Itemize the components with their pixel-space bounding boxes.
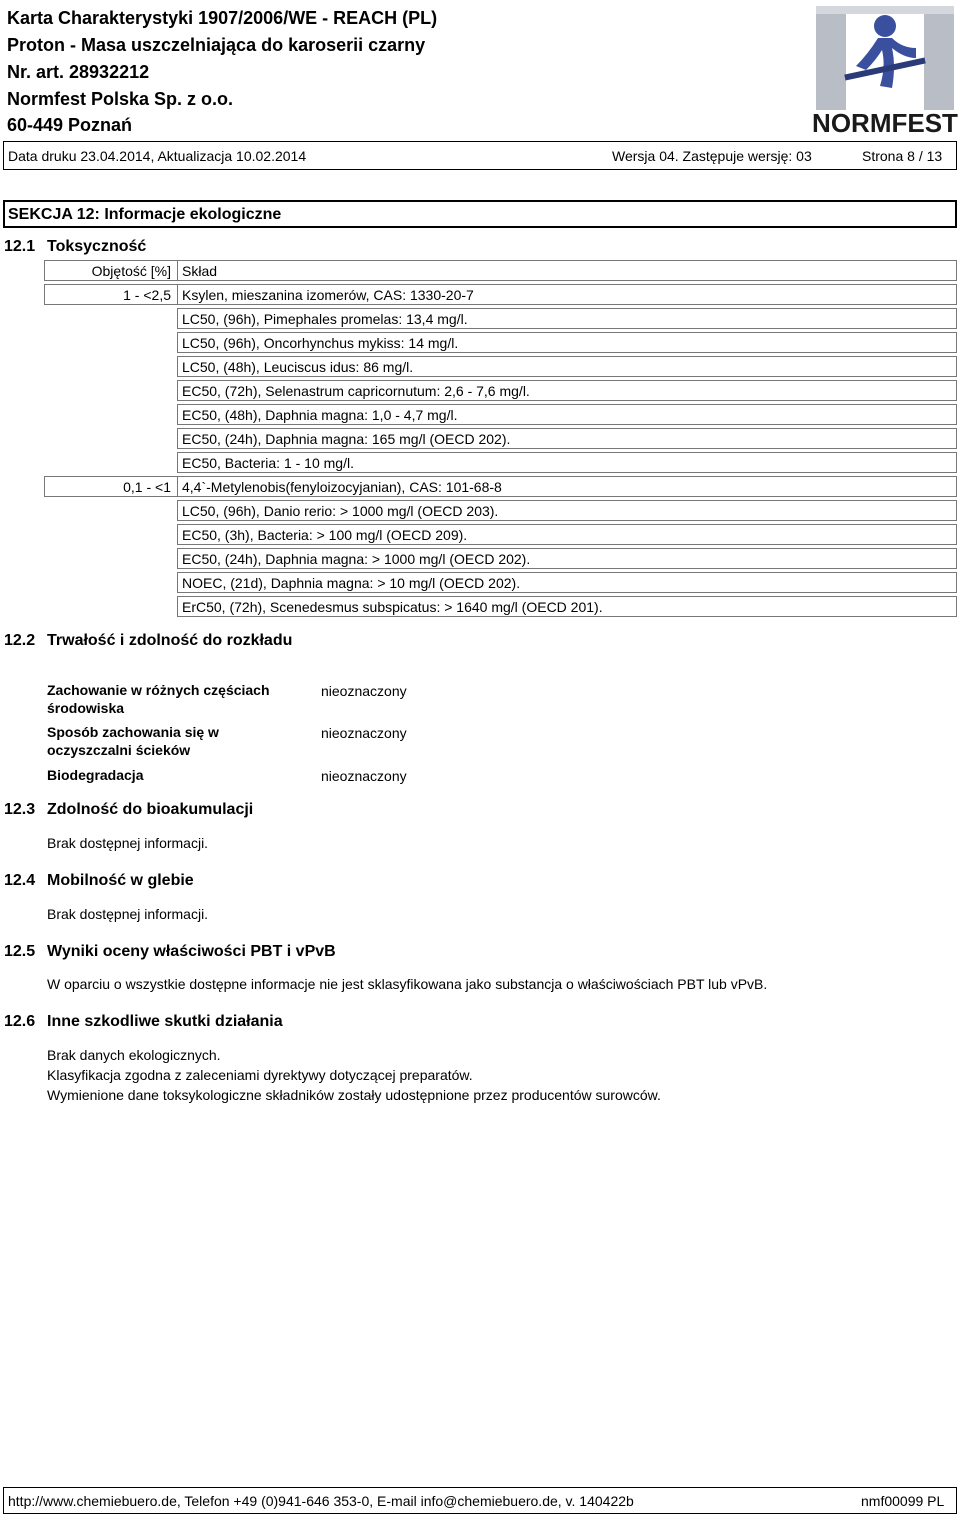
- page-footer: [3, 1487, 957, 1514]
- toxicity-value: EC50, (72h), Selenastrum capricornutum: 2,6 - 7,6 mg/l.: [182, 383, 530, 399]
- subsection-number: 12.6: [4, 1013, 36, 1030]
- document-title: Karta Charakterystyki 1907/2006/WE - REACH (PL): [7, 8, 438, 28]
- table-row: [44, 284, 957, 305]
- toxicity-value: NOEC, (21d), Daphnia magna: > 10 mg/l (OECD 202).: [182, 575, 521, 591]
- toxicity-value: LC50, (48h), Leuciscus idus: 86 mg/l.: [182, 359, 414, 375]
- table-row: [177, 404, 957, 425]
- company-city: 60-449 Poznań: [7, 115, 133, 135]
- subsection-number: 12.2: [4, 632, 36, 649]
- property-label: Biodegradacja: [47, 767, 144, 783]
- svg-text:NORMFEST: NORMFEST: [812, 108, 958, 136]
- table-row: [177, 524, 957, 545]
- subsection-text: Brak danych ekologicznych.: [47, 1047, 221, 1063]
- table-row: [177, 380, 957, 401]
- subsection-title: Inne szkodliwe skutki działania: [47, 1013, 283, 1030]
- subsection-number: 12.3: [4, 801, 36, 818]
- subsection-text: Wymienione dane toksykologiczne składników zostały udostępnione przez producentów surowców.: [47, 1087, 661, 1103]
- subsection-text: Brak dostępnej informacji.: [47, 906, 209, 922]
- table-row: [177, 500, 957, 521]
- substance-name: Ksylen, mieszanina izomerów, CAS: 1330-20-7: [182, 287, 474, 303]
- toxicity-value: EC50, (48h), Daphnia magna: 1,0 - 4,7 mg/l.: [182, 407, 458, 423]
- property-label: Zachowanie w różnych częściach środowiska: [47, 682, 270, 716]
- table-row: [177, 452, 957, 473]
- table-row: [177, 332, 957, 353]
- volume-value: 0,1 - <1: [123, 479, 171, 495]
- property-value: nieoznaczony: [321, 725, 407, 741]
- page-number: Strona 8 / 13: [862, 148, 943, 164]
- document-info-bar: [3, 141, 957, 170]
- toxicity-value: EC50, (24h), Daphnia magna: > 1000 mg/l (OECD 202).: [182, 551, 531, 567]
- product-name: Proton - Masa uszczelniająca do karoserii czarny: [7, 35, 426, 55]
- subsection-text: Brak dostępnej informacji.: [47, 835, 209, 851]
- substance-name: 4,4`-Metylenobis(fenyloizocyjanian), CAS: 101-68-8: [182, 479, 502, 495]
- footer-code: nmf00099 PL: [861, 1493, 945, 1509]
- section-header: [3, 200, 957, 228]
- toxicity-value: LC50, (96h), Oncorhynchus mykiss: 14 mg/l.: [182, 335, 459, 351]
- subsection-text: Klasyfikacja zgodna z zaleceniami dyrektywy dotyczącej preparatów.: [47, 1067, 473, 1083]
- footer-contact: http://www.chemiebuero.de, Telefon +49 (0)941-646 353-0, E-mail info@chemiebuero.de, v. 140422b: [8, 1493, 634, 1509]
- property-value: nieoznaczony: [321, 683, 407, 699]
- volume-column-header: Objętość [%]: [91, 263, 171, 279]
- company-name: Normfest Polska Sp. z o.o.: [7, 89, 234, 109]
- subsection-number: 12.4: [4, 872, 36, 889]
- subsection-title: Trwałość i zdolność do rozkładu: [47, 632, 293, 649]
- normfest-logo: [812, 4, 958, 136]
- table-row: [177, 356, 957, 377]
- print-date: Data druku 23.04.2014, Aktualizacja 10.02.2014: [8, 148, 307, 164]
- section-title: SEKCJA 12: Informacje ekologiczne: [8, 206, 282, 223]
- toxicity-table-header: [44, 260, 957, 281]
- subsection-number: 12.5: [4, 943, 36, 960]
- version-info: Wersja 04. Zastępuje wersję: 03: [612, 148, 812, 164]
- toxicity-value: EC50, Bacteria: 1 - 10 mg/l.: [182, 455, 354, 471]
- toxicity-value: LC50, (96h), Danio rerio: > 1000 mg/l (OECD 203).: [182, 503, 499, 519]
- subsection-title: Mobilność w glebie: [47, 872, 194, 889]
- toxicity-value: LC50, (96h), Pimephales promelas: 13,4 mg/l.: [182, 311, 468, 327]
- subsection-number: 12.1: [4, 238, 36, 255]
- toxicity-value: EC50, (3h), Bacteria: > 100 mg/l (OECD 209).: [182, 527, 468, 543]
- volume-value: 1 - <2,5: [123, 287, 171, 303]
- subsection-title: Zdolność do bioakumulacji: [47, 801, 254, 818]
- table-row: [44, 476, 957, 497]
- table-row: [177, 572, 957, 593]
- subsection-title: Wyniki oceny właściwości PBT i vPvB: [47, 943, 336, 960]
- property-value: nieoznaczony: [321, 768, 407, 784]
- composition-column-header: Skład: [182, 263, 218, 279]
- table-row: [177, 596, 957, 617]
- toxicity-value: ErC50, (72h), Scenedesmus subspicatus: > 1640 mg/l (OECD 201).: [182, 599, 603, 615]
- subsection-title: Toksyczność: [47, 238, 147, 255]
- property-label: Sposób zachowania się w oczyszczalni ścieków: [47, 724, 219, 758]
- toxicity-value: EC50, (24h), Daphnia magna: 165 mg/l (OECD 202).: [182, 431, 511, 447]
- table-row: [177, 428, 957, 449]
- article-number: Nr. art. 28932212: [7, 62, 150, 82]
- table-row: [177, 548, 957, 569]
- subsection-text: W oparciu o wszystkie dostępne informacje nie jest sklasyfikowana jako substancja o właściwościach PBT lub vPvB.: [47, 976, 768, 992]
- table-row: [177, 308, 957, 329]
